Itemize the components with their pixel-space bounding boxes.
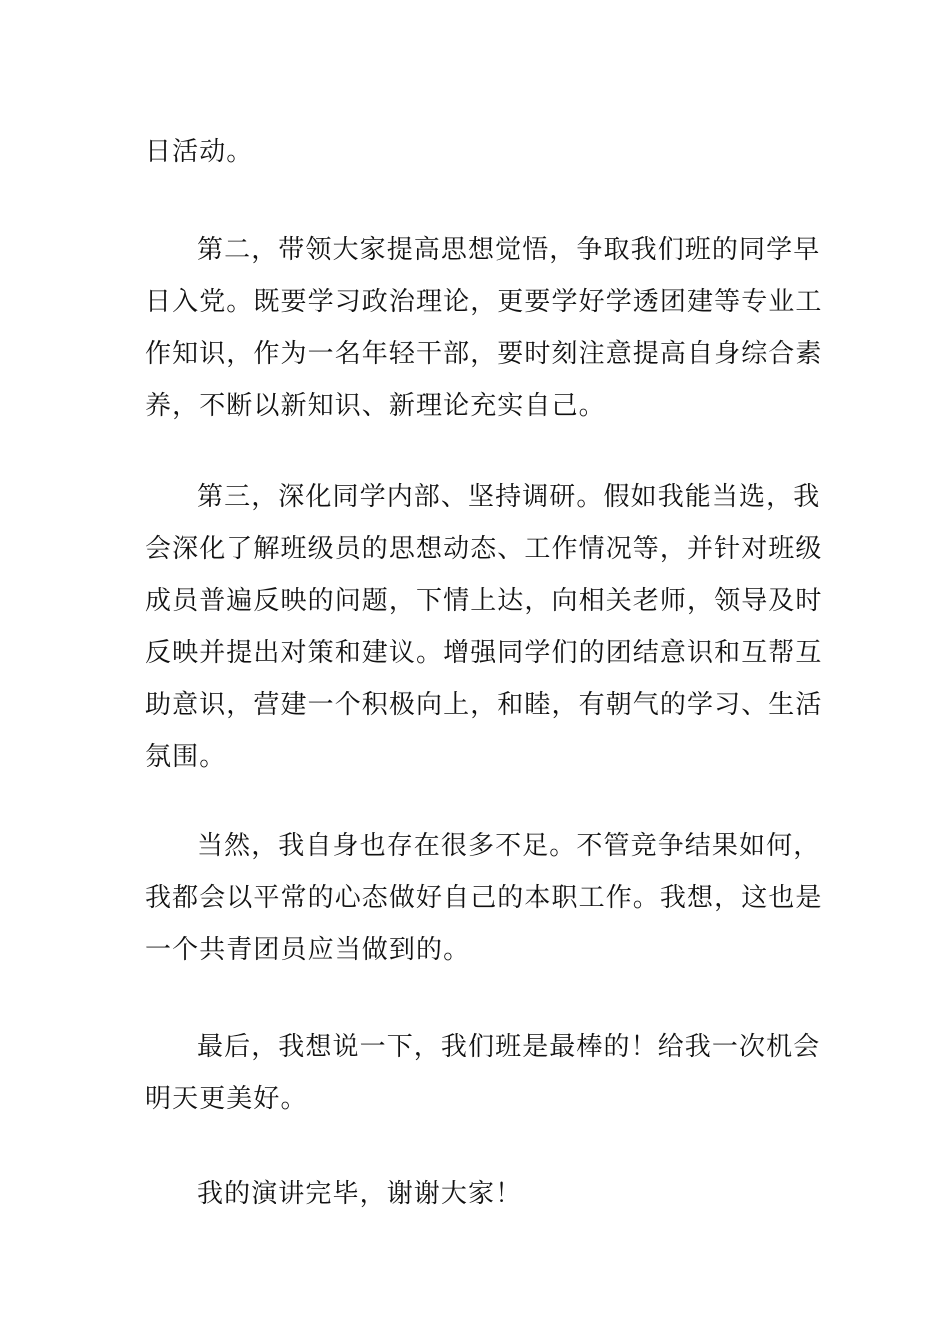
- text-line: 会深化了解班级员的思想动态、工作情况等，并针对班级: [145, 534, 823, 564]
- text-line: 最后，我想说一下，我们班是最棒的！给我一次机会: [197, 1032, 821, 1062]
- text-line: 养，不断以新知识、新理论充实自己。: [145, 391, 606, 421]
- text-line: 日活动。: [145, 137, 254, 167]
- paragraph-third-point: [145, 471, 823, 783]
- paragraph-thanks: [145, 1168, 810, 1220]
- paragraph-closing-appeal: [145, 1021, 821, 1125]
- text-line: 一个共青团员应当做到的。: [145, 935, 471, 965]
- text-line: 氛围。: [145, 742, 227, 772]
- text-line: 第三，深化同学内部、坚持调研。假如我能当选，我: [197, 482, 821, 512]
- text-line: 明天更美好。: [145, 1084, 308, 1114]
- text-line: 第二，带领大家提高思想觉悟，争取我们班的同学早: [197, 235, 821, 265]
- text-line: 助意识，营建一个积极向上，和睦，有朝气的学习、生活: [145, 690, 823, 720]
- text-line: 当然，我自身也存在很多不足。不管竞争结果如何，: [197, 831, 821, 861]
- text-line: 反映并提出对策和建议。增强同学们的团结意识和互帮互: [145, 638, 823, 668]
- text-line: 我的演讲完毕，谢谢大家！: [197, 1179, 523, 1209]
- text-line: 我都会以平常的心态做好自己的本职工作。我想，这也是: [145, 883, 823, 913]
- text-line: 作知识，作为一名年轻干部，要时刻注意提高自身综合素: [145, 339, 823, 369]
- paragraph-self-reflection: [145, 820, 823, 976]
- text-line: 成员普遍反映的问题，下情上达，向相关老师，领导及时: [145, 586, 823, 616]
- paragraph-continuation: [145, 126, 810, 178]
- paragraph-second-point: [145, 224, 823, 432]
- text-line: 日入党。既要学习政治理论，更要学好学透团建等专业工: [145, 287, 823, 317]
